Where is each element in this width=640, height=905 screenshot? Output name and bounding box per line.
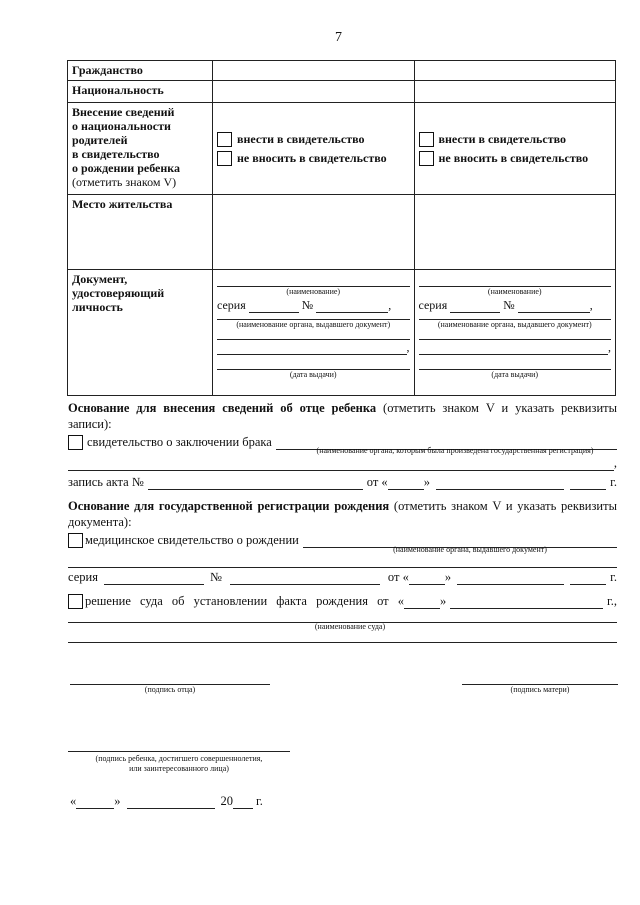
signing-date-row [70, 793, 263, 809]
signing-month-field[interactable] [127, 796, 215, 809]
quote-close: » [114, 794, 121, 808]
parents-nat-line: о национальности [72, 119, 171, 133]
father-id-cell [213, 270, 415, 396]
include-option-label: внести в свидетельство [237, 131, 365, 146]
from-date-label: от « [387, 570, 409, 584]
mother-series-field[interactable] [450, 300, 500, 313]
mother-signature-caption: (подпись матери) [510, 685, 570, 694]
applicant-info-table [67, 60, 616, 396]
id-doc-line: Документ, [72, 272, 128, 286]
medical-issuer-field[interactable] [68, 566, 617, 568]
signing-day-field[interactable] [76, 796, 114, 809]
citizenship-mother-cell[interactable] [414, 61, 616, 81]
medical-number-field[interactable] [230, 572, 380, 585]
comma: , [608, 340, 611, 354]
medical-day-field[interactable] [409, 572, 445, 585]
residence-label: Место жительства [68, 195, 213, 270]
number-label: № [301, 298, 314, 312]
birth-basis-instruction: (отметить знаком V и указать реквизиты документа): [68, 499, 617, 529]
parents-nationality-label [68, 103, 213, 195]
year-suffix: г. [610, 570, 617, 584]
marriage-cert-label: свидетельство о заключении брака [87, 435, 272, 449]
number-label: № [209, 570, 222, 584]
page-number: 7 [335, 30, 342, 45]
court-extra-field[interactable] [68, 641, 617, 643]
father-number-field[interactable] [316, 300, 388, 313]
father-nat-options-cell [213, 103, 415, 195]
court-date-field[interactable] [450, 596, 603, 609]
quote-close: » [440, 594, 447, 608]
mother-issue-date-field[interactable] [419, 355, 612, 370]
act-month-field[interactable] [436, 477, 564, 490]
parents-nat-line: в свидетельство [72, 147, 160, 161]
reg-org-line-row [68, 455, 617, 471]
court-year-suffix: г., [607, 594, 617, 608]
id-doc-line: удостоверяющий [72, 286, 165, 300]
court-decision-row [68, 593, 617, 609]
quote-open: « [70, 794, 77, 808]
father-include-checkbox[interactable] [217, 132, 232, 147]
birth-basis-title: Основание для государственной регистрации рождения [68, 499, 390, 513]
father-series-field[interactable] [249, 300, 299, 313]
parents-nat-note: (отметить знаком V) [72, 175, 177, 189]
court-day-field[interactable] [404, 596, 440, 609]
series-label: серия [418, 298, 448, 312]
father-issuer-line-2[interactable] [217, 340, 407, 355]
child-signature-caption-2: или заинтересованного лица) [129, 764, 229, 773]
father-basis-instruction: (отметить знаком V и указать реквизиты записи): [68, 401, 617, 431]
comma: , [406, 340, 410, 354]
medical-issuer-line-row [68, 566, 617, 568]
father-signature-block [70, 683, 270, 694]
mother-issuer-field[interactable] [419, 313, 612, 320]
father-exclude-checkbox[interactable] [217, 151, 232, 166]
issuer-caption: (наименование органа, выдавшего документ) [393, 545, 547, 554]
series-label: серия [217, 298, 246, 312]
nationality-label: Национальность [68, 81, 213, 103]
medical-series-field[interactable] [104, 572, 204, 585]
court-decision-checkbox[interactable] [68, 594, 83, 609]
nationality-father-cell[interactable] [213, 81, 415, 103]
exclude-option-label: не вносить в свидетельство [237, 150, 387, 165]
residence-father-cell[interactable] [213, 195, 415, 270]
residence-mother-cell[interactable] [414, 195, 616, 270]
signing-year-field[interactable] [233, 796, 253, 809]
year-suffix: г. [610, 475, 617, 489]
issue-date-caption: (дата выдачи) [491, 370, 539, 379]
medical-series-row [68, 569, 617, 585]
child-signature-block [68, 750, 290, 774]
mother-exclude-checkbox[interactable] [419, 151, 434, 166]
medical-month-field[interactable] [457, 572, 564, 585]
nationality-mother-cell[interactable] [414, 81, 616, 103]
act-record-label: запись акта № [68, 475, 144, 489]
comma: , [589, 298, 593, 312]
quote-close: » [444, 570, 452, 584]
marriage-cert-checkbox[interactable] [68, 435, 83, 450]
mother-nat-options-cell [414, 103, 616, 195]
medical-cert-checkbox[interactable] [68, 533, 83, 548]
comma: , [388, 298, 392, 312]
reg-org-caption: (наименование органа, которым была произведена государственная регистрация) [316, 446, 594, 455]
from-date-label: от « [366, 475, 388, 489]
year-suffix: г. [256, 794, 263, 808]
quote-close: » [423, 475, 430, 489]
father-issue-date-field[interactable] [217, 355, 410, 370]
mother-issuer-line-2[interactable] [419, 340, 609, 355]
medical-cert-label: медицинское свидетельство о рождении [85, 533, 299, 547]
father-signature-caption: (подпись отца) [144, 685, 196, 694]
doc-name-caption: (наименование) [286, 287, 341, 296]
act-record-row [68, 474, 617, 490]
citizenship-label: Гражданство [68, 61, 213, 81]
id-document-label [68, 270, 213, 396]
issue-date-caption: (дата выдачи) [289, 370, 337, 379]
birth-basis-heading [68, 498, 617, 530]
father-basis-heading [68, 400, 617, 432]
father-basis-title: Основание для внесения сведений об отце ребенка [68, 401, 377, 415]
father-issuer-line[interactable] [217, 330, 410, 340]
court-name-caption: (наименование суда) [314, 622, 386, 631]
mother-number-field[interactable] [518, 300, 590, 313]
issuer-caption: (наименование органа, выдавшего документ) [437, 320, 592, 329]
reg-org-field[interactable] [68, 458, 614, 471]
id-doc-line: личность [72, 300, 123, 314]
century-label: 20 [220, 794, 233, 808]
medical-year-field[interactable] [570, 572, 606, 585]
parents-nat-line: о рождении ребенка [72, 161, 181, 175]
exclude-option-label: не вносить в свидетельство [438, 150, 589, 165]
number-label: № [503, 298, 515, 312]
mother-signature-block [462, 683, 618, 694]
court-decision-label: решение суда об установлении факта рождения от « [85, 594, 405, 608]
parents-nat-line: родителей [72, 133, 128, 147]
comma: , [613, 456, 617, 470]
act-record-number-field[interactable] [148, 477, 363, 490]
mother-include-checkbox[interactable] [419, 132, 434, 147]
citizenship-father-cell[interactable] [213, 61, 415, 81]
mother-id-cell [414, 270, 616, 396]
parents-nat-line: Внесение сведений [72, 105, 175, 119]
include-option-label: внести в свидетельство [438, 131, 567, 146]
mother-doc-name-field[interactable] [419, 272, 612, 287]
father-doc-name-field[interactable] [217, 272, 410, 287]
doc-name-caption: (наименование) [487, 287, 542, 296]
father-issuer-field[interactable] [217, 313, 410, 320]
mother-issuer-line[interactable] [419, 330, 612, 340]
child-signature-caption-1: (подпись ребенка, достигшего совершеннолетия, [95, 754, 263, 763]
series-label: серия [68, 570, 98, 584]
act-year-field[interactable] [570, 477, 606, 490]
court-extra-line-row [68, 641, 617, 643]
issuer-caption: (наименование органа, выдавшего документ) [236, 320, 391, 329]
act-day-field[interactable] [388, 477, 424, 490]
